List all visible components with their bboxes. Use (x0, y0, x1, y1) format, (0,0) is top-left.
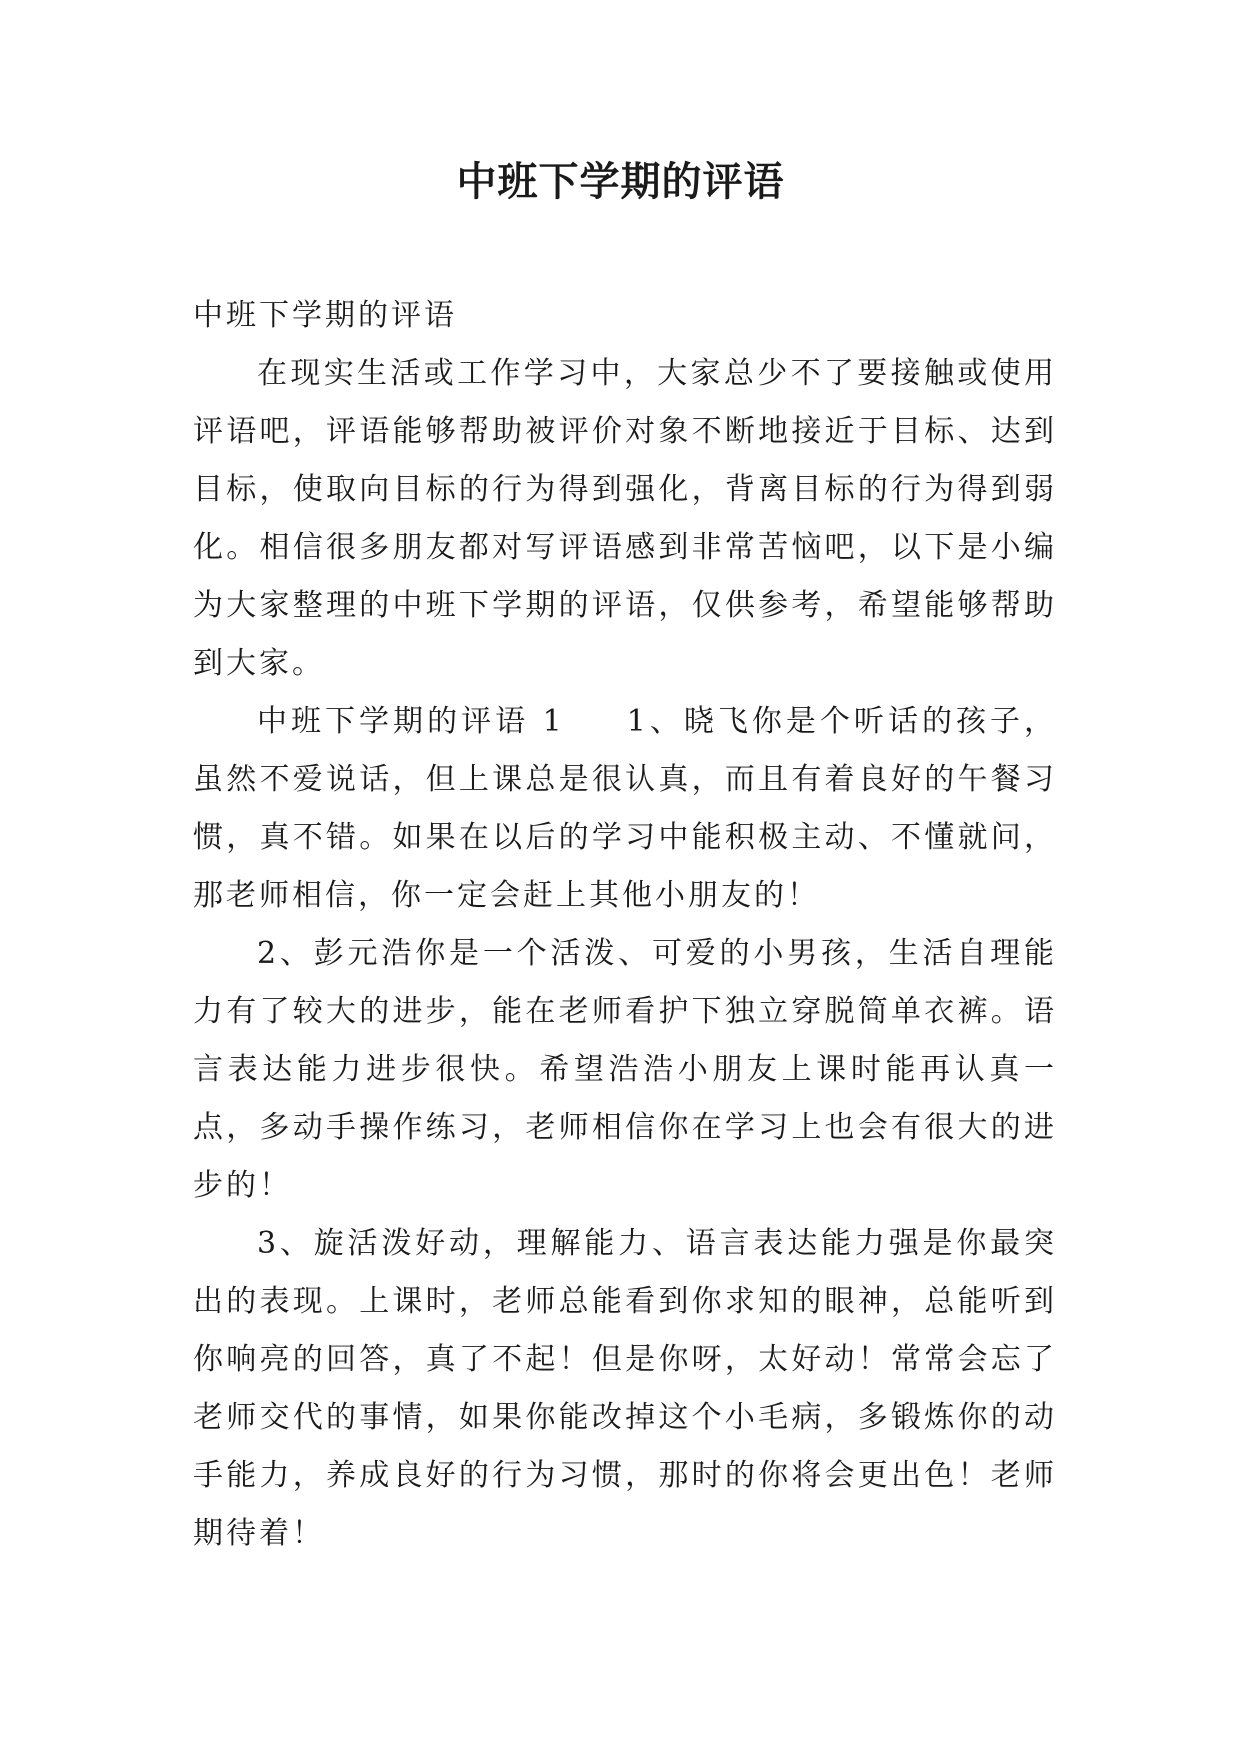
section-heading: 中班下学期的评语 1 (257, 704, 565, 739)
document-body (193, 287, 1057, 1563)
comment-3: 3、旋活泼好动，理解能力、语言表达能力强是你最突出的表现。上课时，老师总能看到你求知的眼神，总能听到你响亮的回答，真了不起！但是你呀，太好动！常常会忘了老师交代的事情，如果你能改掉这个小毛病，多锻炼你的动手能力，养成良好的行为习惯，那时的你将会更出色！老师期待着！ (193, 1226, 1057, 1551)
document-subtitle: 中班下学期的评语 (193, 298, 457, 333)
comment-1: 1、晓飞你是个听话的孩子，虽然不爱说话，但上课总是很认真，而且有着良好的午餐习惯，真不错。如果在以后的学习中能积极主动、不懂就问，那老师相信，你一定会赶上其他小朋友的！ (193, 704, 1057, 913)
comment-2: 2、彭元浩你是一个活泼、可爱的小男孩，生活自理能力有了较大的进步，能在老师看护下独立穿脱简单衣裤。语言表达能力进步很快。希望浩浩小朋友上课时能再认真一点，多动手操作练习，老师相信你在学习上也会有很大的进步的！ (193, 936, 1057, 1203)
intro-paragraph: 在现实生活或工作学习中，大家总少不了要接触或使用评语吧，评语能够帮助被评价对象不断地接近于目标、达到目标，使取向目标的行为得到强化，背离目标的行为得到弱化。相信很多朋友都对写评语感到非常苦恼吧，以下是小编为大家整理的中班下学期的评语，仅供参考，希望能够帮助到大家。 (193, 356, 1057, 681)
document-title: 中班下学期的评语 (456, 159, 785, 205)
comment-paragraph-1 (193, 693, 1057, 925)
